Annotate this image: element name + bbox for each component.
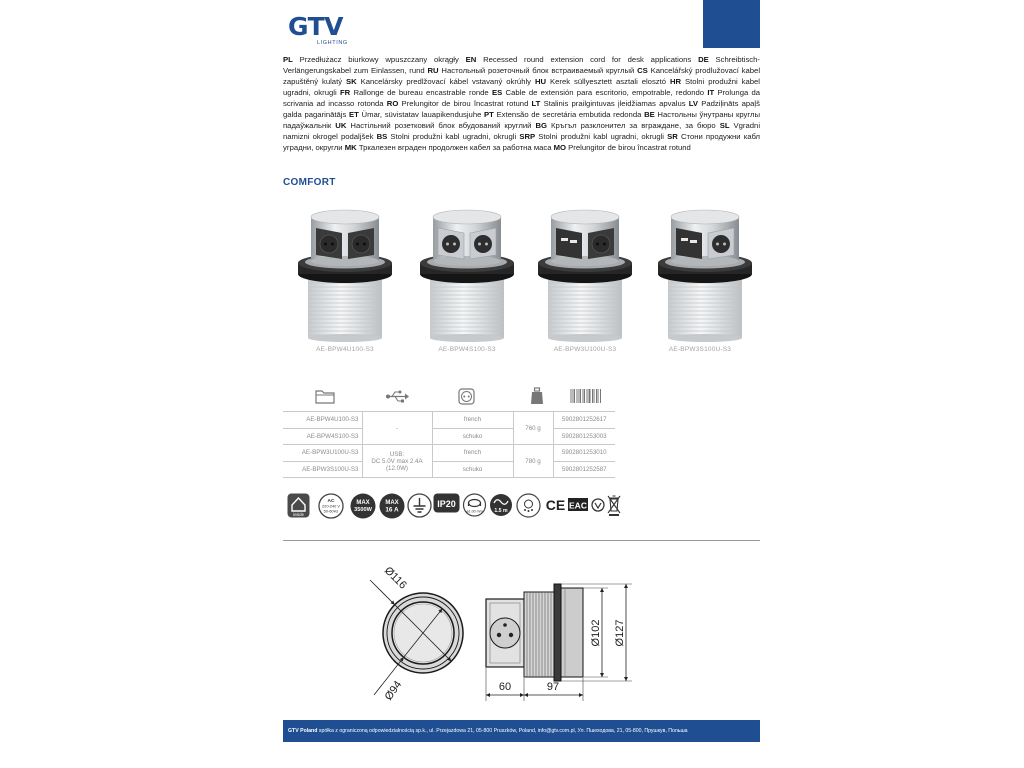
lang-code: LT	[531, 99, 541, 108]
spec-table	[283, 411, 615, 478]
lang-code: HU	[534, 77, 547, 86]
lang-code: ES	[491, 88, 503, 97]
cable-length-icon	[489, 493, 513, 519]
lang-translation: Настольны ўнутраны круглы падаўжальнік	[283, 110, 761, 130]
lang-translation: Prelungitor de birou încastrat rotund	[401, 99, 529, 108]
lang-translation: Extensão de secretária embutida redonda	[496, 110, 642, 119]
side-large-diameter: Ø127	[614, 619, 626, 647]
lang-code: RU	[427, 66, 439, 75]
product-label: AE-BPW4U100-S3	[316, 346, 374, 353]
product-code-cell: AE-BPW4U100-S3	[283, 412, 362, 429]
svg-text:3500W: 3500W	[354, 507, 372, 513]
product-code-cell: AE-BPW4S100-S3	[283, 428, 362, 445]
lang-code: BG	[535, 121, 548, 130]
lang-translation: Recessed round extension cord for desk applications	[483, 55, 692, 64]
lang-code: FR	[339, 88, 351, 97]
footer-bar	[283, 720, 760, 742]
usb-line: DC 5.0V max 2.4A	[371, 457, 423, 465]
weight-cell: 780 g	[513, 445, 553, 478]
ce-mark-icon	[545, 493, 566, 517]
ean-cell: 5902801253003	[553, 428, 615, 445]
depth-front: 60	[498, 681, 512, 693]
front-view	[370, 565, 463, 703]
product-code-cell: AE-BPW3S100U-S3	[283, 461, 362, 478]
lang-translation: Стони продужни кабл уградни, округли	[283, 132, 761, 152]
socket-icon	[458, 388, 475, 405]
ean-cell: 5902801253010	[553, 445, 615, 462]
lang-code: SRP	[519, 132, 536, 141]
usb-cell: -	[362, 412, 432, 445]
front-outer-diameter: Ø116	[381, 564, 409, 592]
multilingual-description	[283, 54, 760, 153]
usb-cell	[362, 445, 432, 478]
lang-translation: Stalinis prailgintuvas įleidžiamas apvalus	[543, 99, 686, 108]
svg-text:MAX: MAX	[385, 500, 399, 506]
brand-tagline: LIGHTING	[317, 40, 348, 46]
product-image-ae-bpw4u100-s3	[295, 208, 395, 343]
ean-cell: 5902801252587	[553, 461, 615, 478]
lang-code: MO	[553, 143, 567, 152]
eac-mark-icon	[567, 493, 589, 517]
indoor-house-icon	[287, 493, 310, 518]
lang-translation: Przedłużacz biurkowy wpuszczany okrągły	[299, 55, 459, 64]
product-label: AE-BPW3U100U-S3	[553, 346, 617, 353]
svg-text:50-60Hz: 50-60Hz	[323, 508, 339, 514]
lang-translation: Kancelársky predlžovací kábel vstavaný okrúhly	[360, 77, 532, 86]
lang-translation: Ümar, süvistatav lauapikendusjuhe	[361, 110, 482, 119]
lang-code: HR	[670, 77, 682, 86]
svg-text:MAX: MAX	[356, 500, 370, 506]
lang-code: PL	[283, 55, 293, 64]
lang-code: SR	[667, 132, 678, 141]
lang-code: BE	[644, 110, 655, 119]
table-row	[283, 412, 615, 429]
lang-translation: Rallonge de bureau encastrable ronde	[353, 88, 489, 97]
table-row	[283, 428, 615, 445]
svg-text:IP20: IP20	[437, 499, 456, 509]
lang-code: SL	[719, 121, 730, 130]
table-row	[283, 461, 615, 478]
lang-translation: Kancelářský prodlužovací kabel zapuštěný kulatý	[283, 66, 761, 86]
weight-cell: 760 g	[513, 412, 553, 445]
plug-type-cell: french	[432, 412, 513, 429]
side-view	[486, 584, 583, 681]
weee-bin-icon	[607, 493, 621, 517]
barcode-icon	[570, 389, 602, 403]
product-code-cell: AE-BPW3U100U-S3	[283, 445, 362, 462]
side-small-diameter: Ø102	[590, 619, 602, 647]
lang-translation: Stolni produžni kabl ugradni, okrugli	[390, 132, 517, 141]
lang-code: MK	[344, 143, 357, 152]
svg-text:ø1.00 mm: ø1.00 mm	[466, 509, 483, 514]
corner-accent-box	[703, 0, 760, 48]
plug-type-cell: schuko	[432, 461, 513, 478]
lang-translation: Kerek süllyesztett asztali elosztó	[550, 77, 667, 86]
product-image-ae-bpw3s100u-s3	[655, 208, 755, 343]
folder-icon	[315, 389, 335, 404]
svg-text:inside: inside	[293, 512, 304, 517]
footer-address: spółka z ograniczoną odpowiedzialnością sp.k., ul. Przejazdowa 21, 05-800 Pruszków, Poland, info@gtv.com.pl, Ул. Пшеходова, 21, 05-800, Прушкув, Польша	[318, 728, 688, 734]
plug-type-cell: schuko	[432, 428, 513, 445]
lang-translation: Тркалезен вграден продолжен кабел за работна маса	[358, 143, 552, 152]
cable-section-icon	[462, 493, 487, 519]
usb-line: USB:	[389, 450, 405, 458]
product-image-ae-bpw3u100u-s3	[535, 208, 635, 343]
svg-text:EAC: EAC	[569, 500, 587, 511]
brand-logo: GTV	[288, 12, 343, 41]
lang-code: DE	[698, 55, 709, 64]
lang-code: IT	[707, 88, 715, 97]
lang-code: EN	[465, 55, 477, 64]
front-inner-diameter: Ø94	[382, 678, 405, 703]
ip-rating-icon	[433, 493, 460, 513]
lang-translation: Padziļināts apaļš galda pagarinātājs	[283, 99, 760, 119]
ua-mark-icon	[591, 493, 605, 517]
svg-text:1.5 m: 1.5 m	[494, 508, 508, 514]
max-power-icon	[350, 493, 376, 519]
section-divider	[283, 540, 760, 541]
lang-code: LV	[688, 99, 699, 108]
lang-translation: Schreibtisch-Verlängerungskabel zum Einlassen, rund	[283, 55, 760, 75]
lang-translation: Vgradni namizni okrogel podaljšek	[283, 121, 761, 141]
svg-text:220-240 V: 220-240 V	[322, 503, 340, 509]
product-image-ae-bpw4s100-s3	[417, 208, 517, 343]
lang-translation: Cable de extensión para escritorio, empotrable, redondo	[505, 88, 705, 97]
ac-voltage-icon	[318, 493, 344, 519]
lang-code: ET	[349, 110, 359, 119]
svg-text:CE: CE	[545, 497, 566, 513]
lang-translation: Stolni produžni kabl ugradni, okrugli	[538, 132, 665, 141]
technical-drawing	[360, 555, 650, 707]
lang-translation: Prolunga da scrivania ad incasso rotonda	[283, 88, 761, 108]
max-current-icon	[379, 493, 405, 519]
antibacterial-icon	[516, 493, 541, 518]
lang-translation: Настільний розетковий блок вбудований круглий	[350, 121, 532, 130]
usb-icon	[385, 390, 409, 403]
lang-translation: Настольный розеточный блок встраиваемый круглый	[441, 66, 635, 75]
lang-code: CS	[637, 66, 648, 75]
lang-code: UK	[335, 121, 347, 130]
series-name: COMFORT	[283, 177, 336, 188]
usb-line: (12.0W)	[385, 464, 408, 472]
svg-text:16 A: 16 A	[385, 506, 399, 514]
lang-code: SK	[346, 77, 357, 86]
earthing-icon	[407, 493, 432, 518]
lang-translation: Stolni produžni kabel ugradni, okrugli	[283, 77, 761, 97]
footer-company: GTV Poland	[288, 728, 318, 734]
depth-body: 97	[546, 681, 560, 693]
lang-code: BS	[376, 132, 388, 141]
product-label: AE-BPW4S100-S3	[438, 346, 496, 353]
table-row	[283, 445, 615, 462]
weight-icon	[530, 387, 544, 405]
lang-code: RO	[386, 99, 399, 108]
lang-translation: Кръгъл разклонител за вграждане, за бюро	[551, 121, 716, 130]
ean-cell: 5902801252617	[553, 412, 615, 429]
plug-type-cell: french	[432, 445, 513, 462]
lang-translation: Prelungitor de birou încastrat rotund	[568, 143, 691, 152]
product-label: AE-BPW3S100U-S3	[668, 346, 732, 353]
lang-code: PT	[484, 110, 494, 119]
svg-text:AC: AC	[327, 499, 335, 504]
